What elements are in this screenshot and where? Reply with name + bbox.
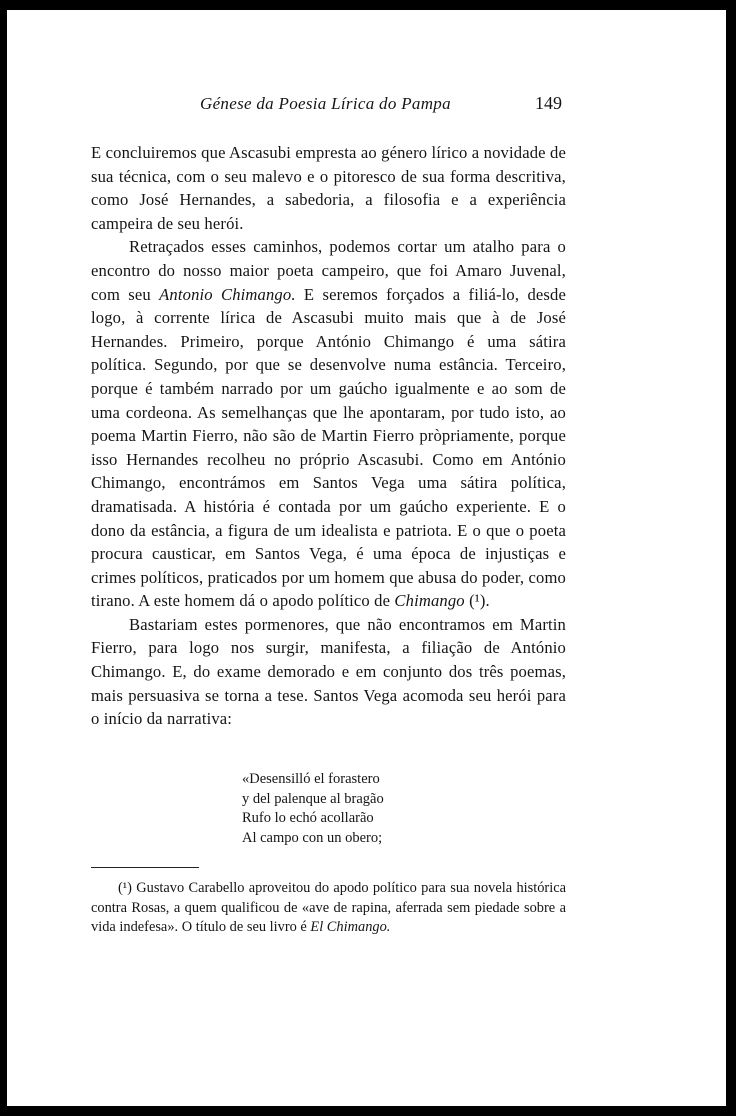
scan-border-top [0, 0, 736, 10]
verse-line: Al campo con un obero; [242, 829, 383, 846]
footnote [91, 879, 566, 938]
paragraph-2 [91, 235, 566, 613]
footnote-reference: (¹). [469, 591, 490, 611]
verse-line: y del palenque al bragão [242, 790, 384, 807]
work-reference-chimango: Chimango [394, 591, 465, 611]
paragraph-3: Bastariam estes pormenores, que não encontramos em Martin Fierro, para logo nos surgir, manifesta, a filiação de António Chimango. E, do exame demorado e em conjunto dos três poemas, mais persuasiva se torna a tese. Santos Vega acomoda seu herói para o início da narrativa: [91, 614, 566, 729]
verse-line: «Desensilló el forastero [242, 771, 380, 787]
running-title: Génese da Poesia Lírica do Pampa [200, 94, 451, 113]
footnote-divider [91, 867, 199, 868]
main-text [91, 141, 566, 731]
scan-border-bottom [0, 1106, 736, 1116]
footnote-book-title: El Chimango. [310, 919, 391, 936]
work-title-antonio-chimango: Antonio Chimango. [159, 284, 296, 304]
page-number: 149 [535, 93, 562, 113]
scan-border-left [0, 0, 7, 1116]
verse-line: Rufo lo echó acollarão [242, 810, 374, 826]
scan-border-right [726, 0, 736, 1116]
footnote-marker: (¹) [118, 880, 132, 896]
footnote-text: Gustavo Carabello aproveitou do apodo político para sua novela histórica contra Rosas, a quem qualificou de «ave de rapina, aferrada sem piedade sobre a vida indefesa». O título de seu livro é [91, 880, 566, 936]
verse-quotation [242, 770, 384, 848]
paragraph-2-part-2: E seremos forçados a filiá-lo, desde logo, à corrente lírica de Ascasubi muito mais que à de José Hernandes. Primeiro, porque António Chimango é uma sátira política. Segundo, por que se desenvolve numa estância. Terceiro, porque é também narrado por um gaúcho igualmente e ao som de uma cordeona. As semelhanças que lhe apontaram, por tudo isto, ao poema Martin Fierro, não são de Martin Fierro pròpriamente, porque isso Hernandes recolheu no próprio Ascasubi. Como em António Chimango, encontrámos em Santos Vega uma sátira política, dramatisada. A história é contada por um gaúcho experiente. E o dono da estância, a figura de um idealista e patriota. E o que o poeta procura causticar, em Santos Vega, é uma época de injustiças e crimes políticos, praticados por um homem que abusa do poder, como tirano. A este homem dá o apodo político de [91, 284, 566, 611]
paragraph-2-part-1: Retraçados esses caminhos, podemos cortar um atalho para o encontro do nosso maior poeta campeiro, que foi Amaro Juvenal, com seu [91, 237, 566, 304]
paragraph-1: E concluiremos que Ascasubi empresta ao género lírico a novidade de sua técnica, com o seu malevo e o pitoresco de sua forma descritiva, como José Hernandes, a sabedoria, a filosofia e a experiência campeira de seu herói. [91, 143, 566, 233]
